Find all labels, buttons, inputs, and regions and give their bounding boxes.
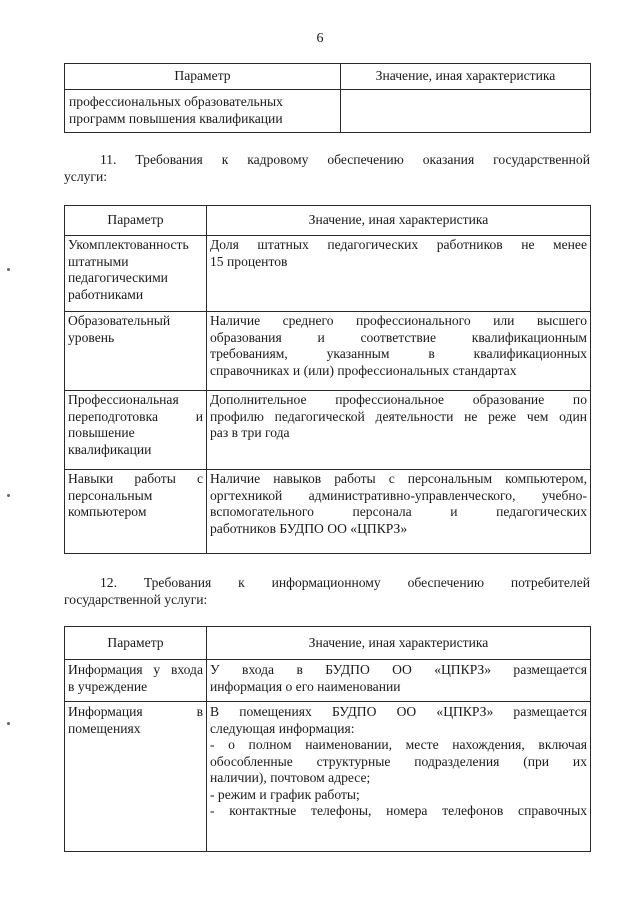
- header-param: Параметр: [65, 206, 207, 236]
- cell-value: [207, 391, 591, 470]
- cell-param: [65, 312, 207, 391]
- cell-text: работниками: [68, 286, 144, 302]
- cell-text: Наличие навыков работы с персональным компьютером,: [210, 471, 587, 486]
- table-row: [65, 470, 591, 554]
- table-header-row: [65, 627, 591, 660]
- cell-text: Навыки работы с: [68, 471, 203, 486]
- section-heading-11: [64, 152, 590, 185]
- cell-text: У входа в БУДПО ОО «ЦПКРЗ» размещается: [210, 662, 587, 677]
- cell-text: справочниках и (или) профессиональных стандартах: [210, 362, 517, 378]
- cell-param: [65, 90, 341, 133]
- header-value: Значение, иная характеристика: [207, 627, 591, 660]
- cell-text: штатными: [68, 253, 129, 269]
- cell-param: [65, 702, 207, 852]
- cell-text: - режим и график работы;: [210, 786, 360, 802]
- cell-text: программ повышения квалификации: [69, 110, 283, 126]
- table-row: [65, 312, 591, 391]
- cell-text: Дополнительное профессиональное образование по: [210, 392, 587, 407]
- cell-text: - о полном наименовании, месте нахождения, включая: [210, 737, 587, 752]
- section-heading-line: услуги:: [64, 168, 108, 184]
- cell-text: в учреждение: [68, 678, 148, 694]
- header-param: Параметр: [65, 64, 341, 90]
- section-heading-line: 12. Требования к информационному обеспечению потребителей: [100, 575, 590, 590]
- cell-text: следующая информация:: [210, 720, 355, 736]
- cell-param: [65, 391, 207, 470]
- cell-text: требованиям, указанным в квалификационных: [210, 346, 587, 361]
- cell-text: компьютером: [68, 504, 147, 519]
- cell-value: [341, 90, 591, 133]
- cell-text: Укомплектованность: [68, 237, 189, 252]
- cell-text: Профессиональная: [68, 392, 179, 407]
- table-information: [64, 626, 591, 852]
- cell-text: обособленные структурные подразделения (при их: [210, 753, 587, 769]
- cell-param: [65, 660, 207, 702]
- scan-speck: [7, 268, 10, 271]
- cell-value: [207, 660, 591, 702]
- page-number: 6: [316, 31, 324, 46]
- cell-text: помещениях: [68, 720, 141, 736]
- cell-text: образования и соответствие квалификационным: [210, 329, 587, 345]
- cell-text: педагогическими: [68, 270, 168, 285]
- cell-text: Информация в: [68, 704, 203, 719]
- section-heading-line: 11. Требования к кадровому обеспечению оказания государственной: [100, 152, 590, 167]
- header-param: Параметр: [65, 627, 207, 660]
- cell-text: Информация у входа: [68, 662, 203, 677]
- cell-text: работников БУДПО ОО «ЦПКРЗ»: [210, 520, 408, 536]
- scan-speck: [7, 494, 10, 497]
- table-continuation: [64, 63, 591, 133]
- cell-value: [207, 470, 591, 554]
- cell-value: [207, 312, 591, 391]
- cell-text: Доля штатных педагогических работников не менее: [210, 237, 587, 252]
- section-heading-12: [64, 575, 590, 608]
- table-staffing: [64, 205, 591, 554]
- cell-text: раз в три года: [210, 425, 290, 440]
- table-header-row: [65, 64, 591, 90]
- cell-text: Наличие среднего профессионального или высшего: [210, 313, 587, 328]
- cell-value: [207, 236, 591, 312]
- header-value: Значение, иная характеристика: [341, 64, 591, 90]
- cell-text: оргтехникой административно-управленческого, учебно-: [210, 487, 587, 503]
- cell-text: вспомогательного персонала и педагогических: [210, 504, 587, 519]
- cell-text: профилю педагогической деятельности не реже чем один: [210, 408, 587, 424]
- section-heading-line: государственной услуги:: [64, 591, 208, 607]
- scan-speck: [7, 722, 10, 725]
- table-row: [65, 660, 591, 702]
- cell-text: квалификации: [68, 441, 152, 457]
- table-row: [65, 90, 591, 133]
- cell-text: Образовательный: [68, 313, 171, 328]
- cell-param: [65, 470, 207, 554]
- cell-text: переподготовка и: [68, 408, 203, 424]
- cell-value: [207, 702, 591, 852]
- cell-param: [65, 236, 207, 312]
- table-header-row: [65, 206, 591, 236]
- cell-text: В помещениях БУДПО ОО «ЦПКРЗ» размещается: [210, 704, 587, 719]
- cell-text: персональным: [68, 487, 153, 503]
- table-row: [65, 391, 591, 470]
- cell-text: уровень: [68, 329, 115, 345]
- table-row: [65, 702, 591, 852]
- cell-text: повышение: [68, 425, 135, 440]
- cell-text: 15 процентов: [210, 253, 288, 269]
- table-row: [65, 236, 591, 312]
- header-value: Значение, иная характеристика: [207, 206, 591, 236]
- cell-text: профессиональных образовательных: [69, 94, 283, 109]
- cell-text: наличии), почтовом адресе;: [210, 770, 371, 785]
- cell-text: - контактные телефоны, номера телефонов справочных: [210, 803, 587, 818]
- cell-text: информация о его наименовании: [210, 678, 401, 694]
